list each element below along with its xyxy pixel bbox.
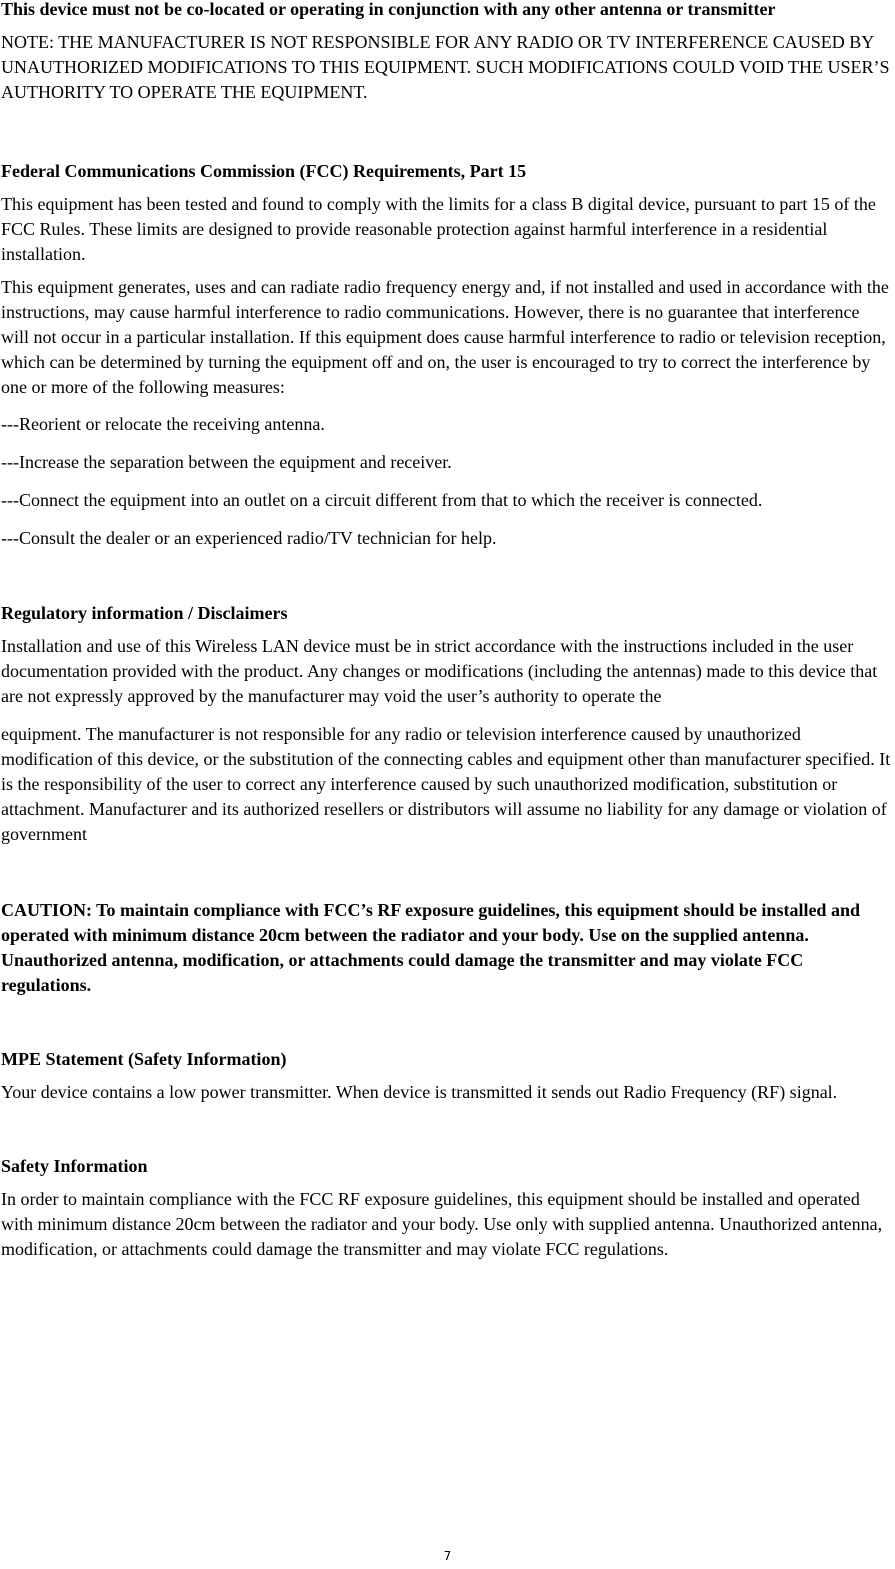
- fcc-measure-1: ---Reorient or relocate the receiving antenna.: [1, 414, 325, 434]
- safety-paragraph: In order to maintain compliance with the FCC RF exposure guidelines, this equipment should be installed and operated with minimum distance 20cm between the radiator and your body. Use only with supplied antenna. Unauthorized antenna, modification, or attachments could damage the transmitter and may violate FCC regulations.: [1, 1189, 883, 1259]
- fcc-measure-3: ---Connect the equipment into an outlet on a circuit different from that to which the receiver is connected.: [1, 490, 763, 510]
- fcc-paragraph-2: This equipment generates, uses and can radiate radio frequency energy and, if not installed and used in accordance with the instructions, may cause harmful interference to radio communications. However, there is no guarantee that interference will not occur in a particular installation. If this equipment does cause harmful interference to radio or television reception, which can be determined by turning the equipment off and on, the user is encouraged to try to correct the interference by one or more of the following measures:: [1, 277, 889, 397]
- fcc-measure-2: ---Increase the separation between the equipment and receiver.: [1, 452, 452, 472]
- fcc-heading: Federal Communications Commission (FCC) Requirements, Part 15: [1, 161, 527, 181]
- regulatory-heading: Regulatory information / Disclaimers: [1, 603, 288, 623]
- fcc-paragraph-1: This equipment has been tested and found to comply with the limits for a class B digital device, pursuant to part 15 of the FCC Rules. These limits are designed to provide reasonable protection against harmful interference in a residential installation.: [1, 194, 876, 264]
- page-number: 7: [443, 1549, 452, 1563]
- fcc-measure-4: ---Consult the dealer or an experienced radio/TV technician for help.: [1, 528, 497, 548]
- safety-heading: Safety Information: [1, 1156, 148, 1176]
- manufacturer-note: NOTE: THE MANUFACTURER IS NOT RESPONSIBLE FOR ANY RADIO OR TV INTERFERENCE CAUSED BY UNAUTHORIZED MODIFICATIONS TO THIS EQUIPMENT. SUCH MODIFICATIONS COULD VOID THE USER’S AUTHORITY TO OPERATE THE EQUIPMENT.: [1, 32, 890, 102]
- mpe-paragraph: Your device contains a low power transmitter. When device is transmitted it sends out Radio Frequency (RF) signal.: [1, 1082, 838, 1102]
- mpe-heading: MPE Statement (Safety Information): [1, 1049, 287, 1069]
- caution-statement: CAUTION: To maintain compliance with FCC’s RF exposure guidelines, this equipment should be installed and operated with minimum distance 20cm between the radiator and your body. Use on the supplied antenna. Unauthorized antenna, modification, or attachments could damage the transmitter and may violate FCC regulations.: [1, 900, 860, 995]
- colocation-warning: This device must not be co-located or operating in conjunction with any other antenna or transmitter: [1, 0, 776, 19]
- regulatory-paragraph-2: equipment. The manufacturer is not responsible for any radio or television interference caused by unauthorized modification of this device, or the substitution of the connecting cables and equipment other than manufacturer specified. It is the responsibility of the user to correct any interference caused by such unauthorized modification, substitution or attachment. Manufacturer and its authorized resellers or distributors will assume no liability for any damage or violation of government: [1, 724, 891, 844]
- regulatory-paragraph-1: Installation and use of this Wireless LAN device must be in strict accordance with the instructions included in the user documentation provided with the product. Any changes or modifications (including the antennas) made to this device that are not expressly approved by the manufacturer may void the user’s authority to operate the: [1, 636, 878, 706]
